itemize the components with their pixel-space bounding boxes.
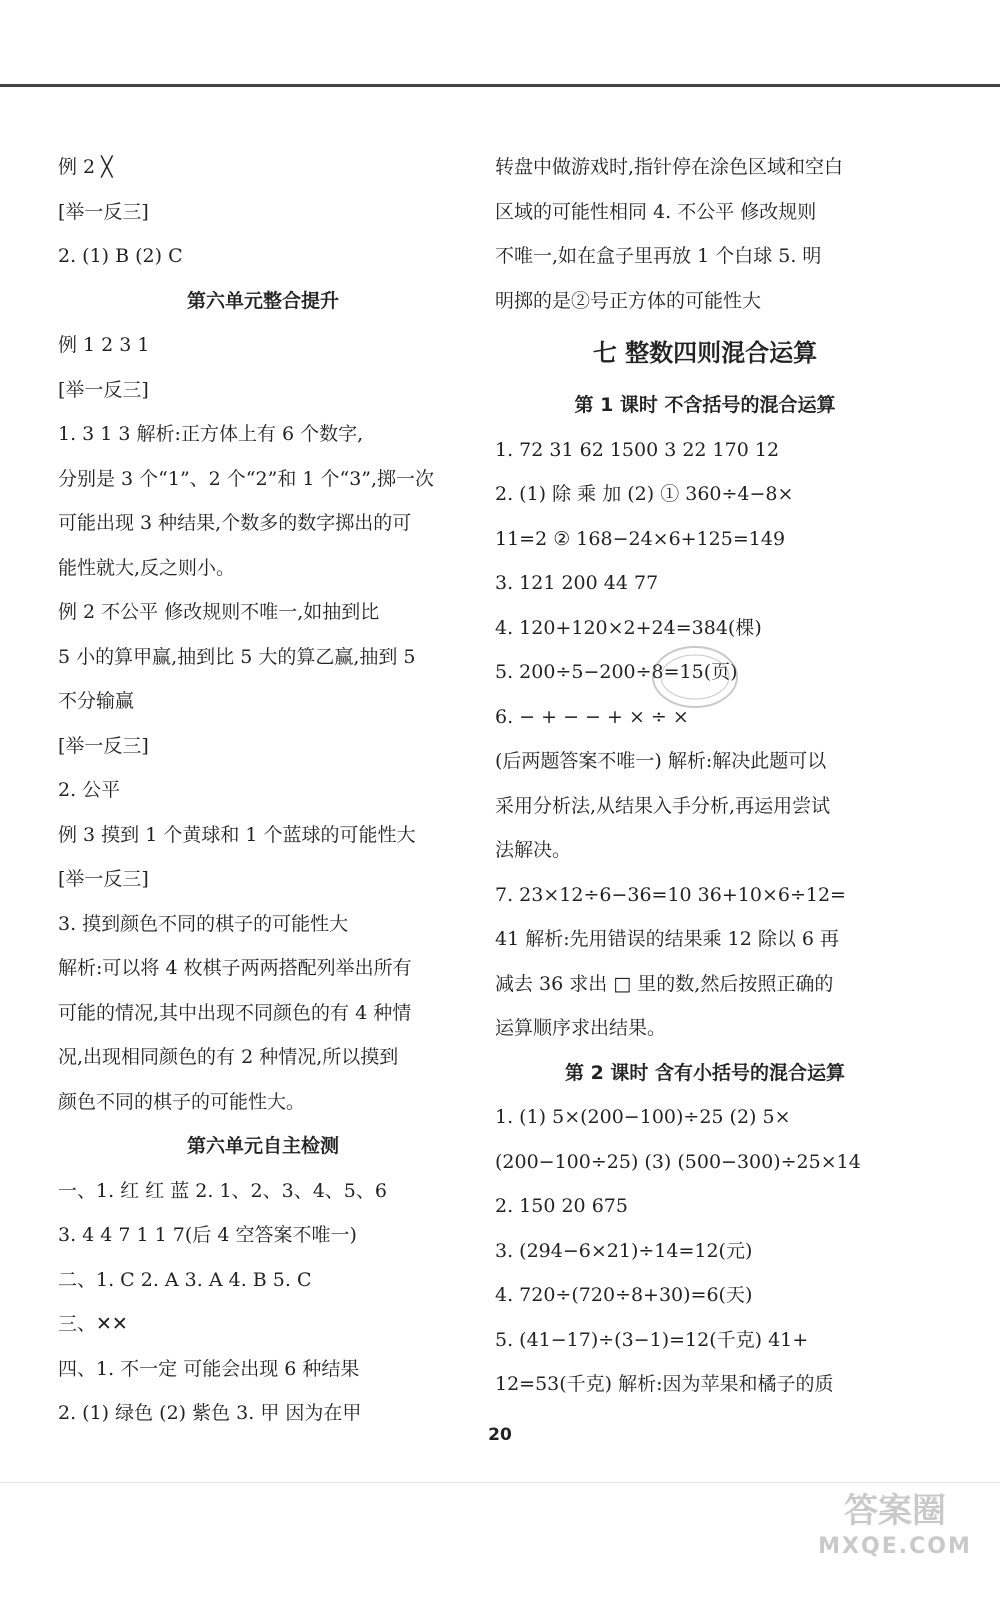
answer-line: 2. (1) 除 乘 加 (2) ① 360÷4−8× [495,483,794,505]
answer-line: 能性就大,反之则小。 [58,556,236,579]
answer-line: 1. 3 1 3 解析:正方体上有 6 个数字, [58,423,364,445]
answer-line: 例 2 不公平 修改规则不唯一,如抽到比 [58,601,380,623]
answer-line: 12=53(千克) 解析:因为苹果和橘子的质 [495,1373,834,1395]
answer-line: 2. 150 20 675 [495,1195,628,1217]
section-heading: 第 2 课时 含有小括号的混合运算 [564,1061,846,1084]
answer-line: 运算顺序求出结果。 [495,1017,667,1039]
left-column [58,145,468,1436]
answer-line: 颜色不同的棋子的可能性大。 [58,1090,306,1113]
answer-line: 采用分析法,从结果入手分析,再运用尝试 [495,794,831,817]
answer-line: 5. (41−17)÷(3−1)=12(千克) 41+ [495,1328,809,1351]
answer-line: 11=2 ② 168−24×6+125=149 [495,527,786,550]
section-heading: 七 整数四则混合运算 [592,339,818,367]
answer-line: [举一反三] [58,868,149,890]
answer-line: 3. 摸到颜色不同的棋子的可能性大 [58,912,349,935]
answer-line: 不分输赢 [58,690,135,712]
page-number: 20 [488,1425,512,1445]
answer-line: 1. (1) 5×(200−100)÷25 (2) 5× [495,1106,791,1128]
answer-line: 2. (1) 绿色 (2) 紫色 3. 甲 因为在甲 [58,1402,362,1424]
answer-line: (200−100÷25) (3) (500−300)÷25×14 [495,1150,861,1173]
site-watermark [800,1488,990,1588]
answer-line: 例 1 2 3 1 [58,334,150,356]
bottom-rule [0,1482,1000,1483]
answer-line: 分别是 3 个“1”、2 个“2”和 1 个“3”,掷一次 [58,467,435,490]
answer-line: 明掷的是②号正方体的可能性大 [495,289,762,312]
answer-line: 7. 23×12÷6−36=10 36+10×6÷12= [495,883,846,906]
answer-line: 可能的情况,其中出现不同颜色的有 4 种情 [58,1001,412,1024]
answer-line: 况,出现相同颜色的有 2 种情况,所以摸到 [58,1046,399,1068]
answer-line: 可能出现 3 种结果,个数多的数字掷出的可 [58,512,412,534]
answer-line: [举一反三] [58,734,149,757]
answer-line: 四、1. 不一定 可能会出现 6 种结果 [58,1357,360,1380]
answer-line: 区域的可能性相同 4. 不公平 修改规则 [495,200,817,223]
answer-line: 3. (294−6×21)÷14=12(元) [495,1239,753,1262]
right-column [495,145,915,1407]
top-rule [0,84,1000,87]
answer-line: 3. 4 4 7 1 1 7(后 4 空答案不唯一) [58,1224,357,1246]
section-heading: 第六单元整合提升 [186,289,339,312]
answer-line: 4. 120+120×2+24=384(棵) [495,616,762,639]
answer-line: (后两题答案不唯一) 解析:解决此题可以 [495,750,827,772]
answer-line: 4. 720÷(720÷8+30)=6(天) [495,1284,753,1306]
section-heading: 第 1 课时 不含括号的混合运算 [574,394,836,416]
answer-line: 6. − + − − + × ÷ × [495,705,689,728]
answer-line: 例 3 摸到 1 个黄球和 1 个蓝球的可能性大 [58,823,416,846]
answer-line: 减去 36 求出 □ 里的数,然后按照正确的 [495,972,834,995]
answer-line: 转盘中做游戏时,指针停在涂色区域和空白 [495,156,844,178]
answer-line: 一、1. 红 红 蓝 2. 1、2、3、4、5、6 [58,1179,387,1202]
answer-line: 三、✕✕ [58,1313,128,1335]
answer-line: 二、1. C 2. A 3. A 4. B 5. C [58,1268,312,1291]
answer-line: 2. (1) B (2) C [58,245,183,267]
answer-line: 5. 200÷5−200÷8=15(页) [495,661,738,683]
answer-line: 法解决。 [495,839,572,861]
answer-line: [举一反三] [58,378,149,401]
section-heading: 第六单元自主检测 [186,1135,339,1157]
answer-line: 41 解析:先用错误的结果乘 12 除以 6 再 [495,928,840,950]
answer-line: 5 小的算甲赢,抽到比 5 大的算乙赢,抽到 5 [58,645,416,668]
watermark-logo-text: 答案圈 [844,1491,946,1531]
answer-line: 不唯一,如在盒子里再放 1 个白球 5. 明 [495,245,822,267]
answer-line: 1. 72 31 62 1500 3 22 170 12 [495,438,780,461]
answer-line: 解析:可以将 4 枚棋子两两搭配列举出所有 [58,957,412,979]
answer-line: [举一反三] [58,200,149,223]
watermark-domain: MXQE.COM [818,1534,972,1559]
answer-line: 例 2 ╳ [58,156,113,178]
answer-line: 2. 公平 [58,779,121,801]
answer-line: 3. 121 200 44 77 [495,572,659,594]
stamp-watermark [650,642,740,712]
